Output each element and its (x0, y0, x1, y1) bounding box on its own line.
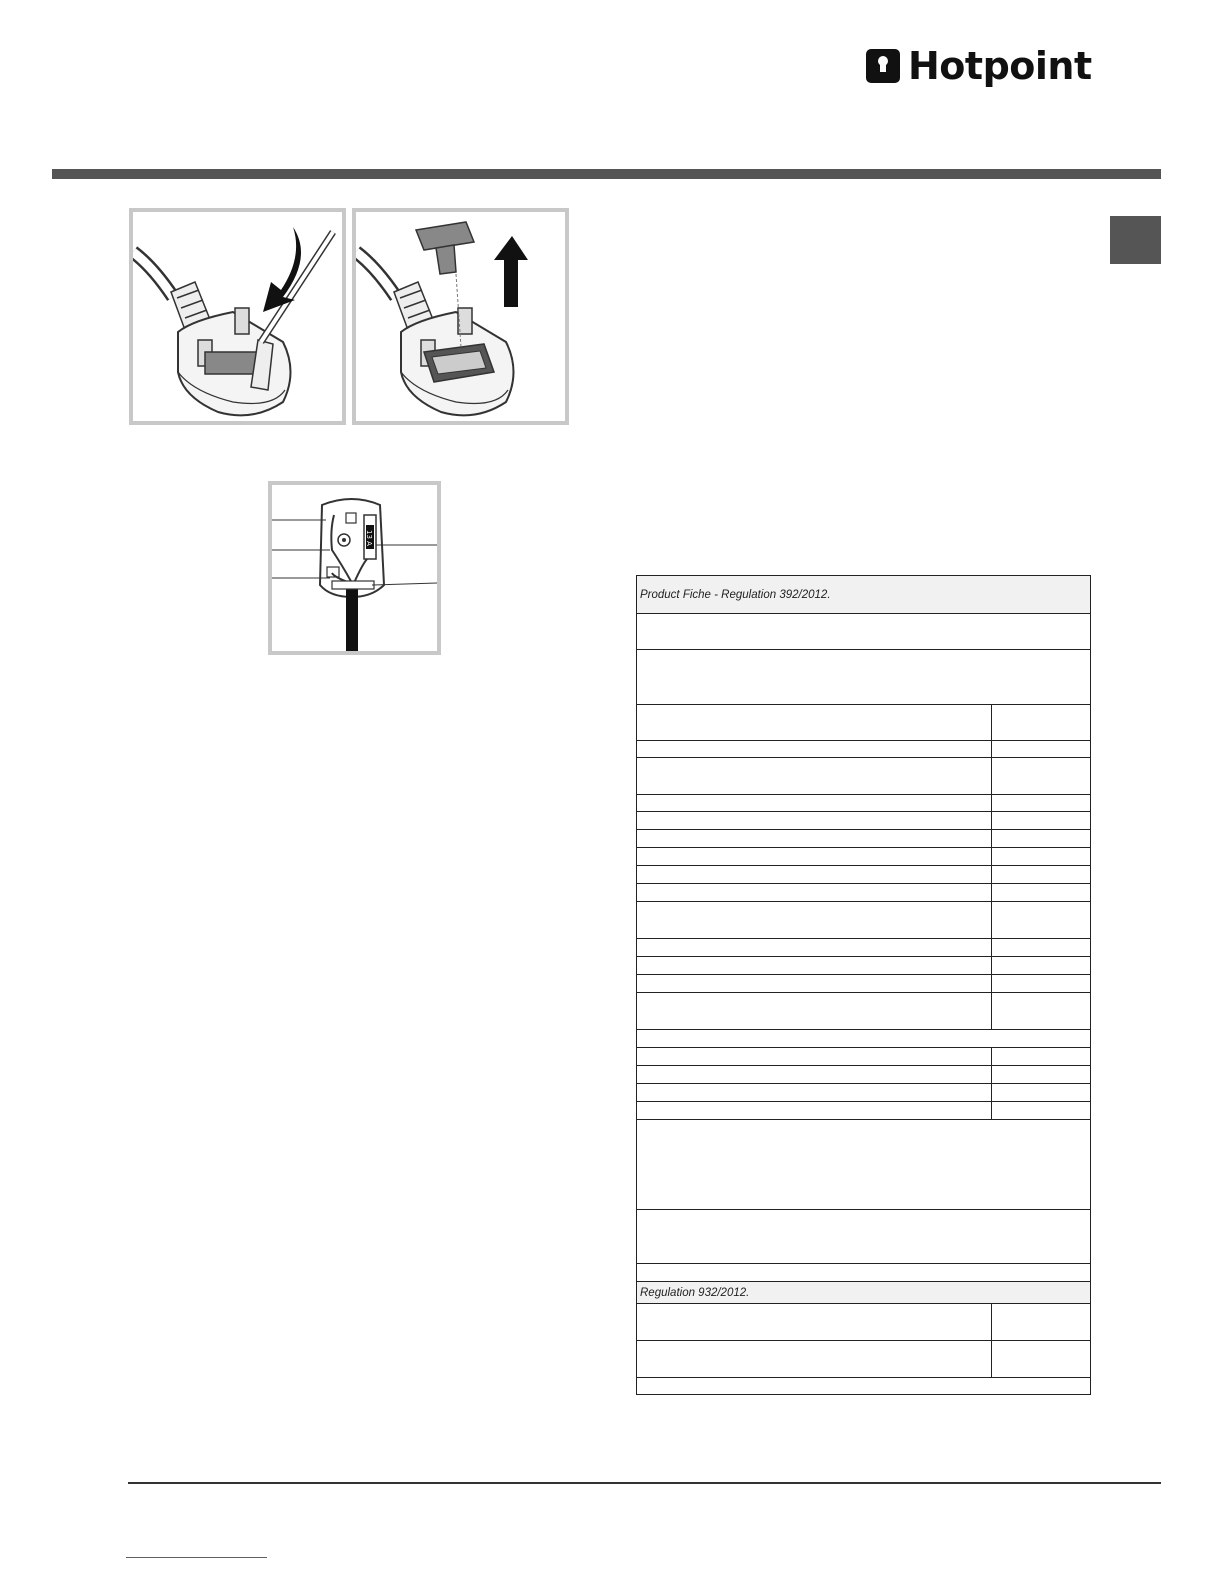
plug-wiring-figure (268, 481, 441, 655)
footer-link-underline[interactable] (126, 1557, 267, 1558)
table-row (637, 1048, 1091, 1066)
table-row (637, 1084, 1091, 1102)
brand-name: Hotpoint (908, 44, 1092, 88)
header-divider (52, 169, 1161, 179)
table-row (637, 830, 1091, 848)
table-row (637, 741, 1091, 758)
plug-screwdriver-icon (133, 212, 342, 421)
table-row (637, 1066, 1091, 1084)
table-row (637, 1102, 1091, 1120)
table-row (637, 758, 1091, 795)
table-row (637, 650, 1091, 705)
table-row (637, 902, 1091, 939)
table-row (637, 1264, 1091, 1282)
logo-mark-icon (866, 49, 900, 83)
table-row (637, 848, 1091, 866)
fiche-regulation-title: Regulation 932/2012. (637, 1282, 1091, 1304)
product-fiche-table (636, 575, 1091, 1395)
table-row (637, 812, 1091, 830)
table-row (637, 957, 1091, 975)
table-row (637, 975, 1091, 993)
table-row (637, 1378, 1091, 1395)
table-row (637, 993, 1091, 1030)
table-row (637, 1030, 1091, 1048)
fiche-title: Product Fiche - Regulation 392/2012. (637, 576, 1091, 614)
plug-fuse-lift-figure (352, 208, 569, 425)
fiche-regulation-row (637, 1282, 1091, 1304)
table-row (637, 795, 1091, 812)
plug-screwdriver-figure (129, 208, 346, 425)
table-row (637, 1304, 1091, 1341)
table-row (637, 939, 1091, 957)
hotpoint-logo (866, 44, 1092, 88)
table-row (637, 614, 1091, 650)
plug-wiring-diagram-icon (272, 485, 437, 651)
table-row (637, 884, 1091, 902)
table-row (637, 1120, 1091, 1210)
fuse-rating-label: 13 A (365, 530, 373, 546)
table-row (637, 1210, 1091, 1264)
footer-divider (128, 1482, 1161, 1484)
plug-fuse-lift-icon (356, 212, 565, 421)
language-tab (1110, 216, 1161, 264)
table-row (637, 866, 1091, 884)
table-row (637, 1341, 1091, 1378)
table-row (637, 705, 1091, 741)
fiche-title-row (637, 576, 1091, 614)
